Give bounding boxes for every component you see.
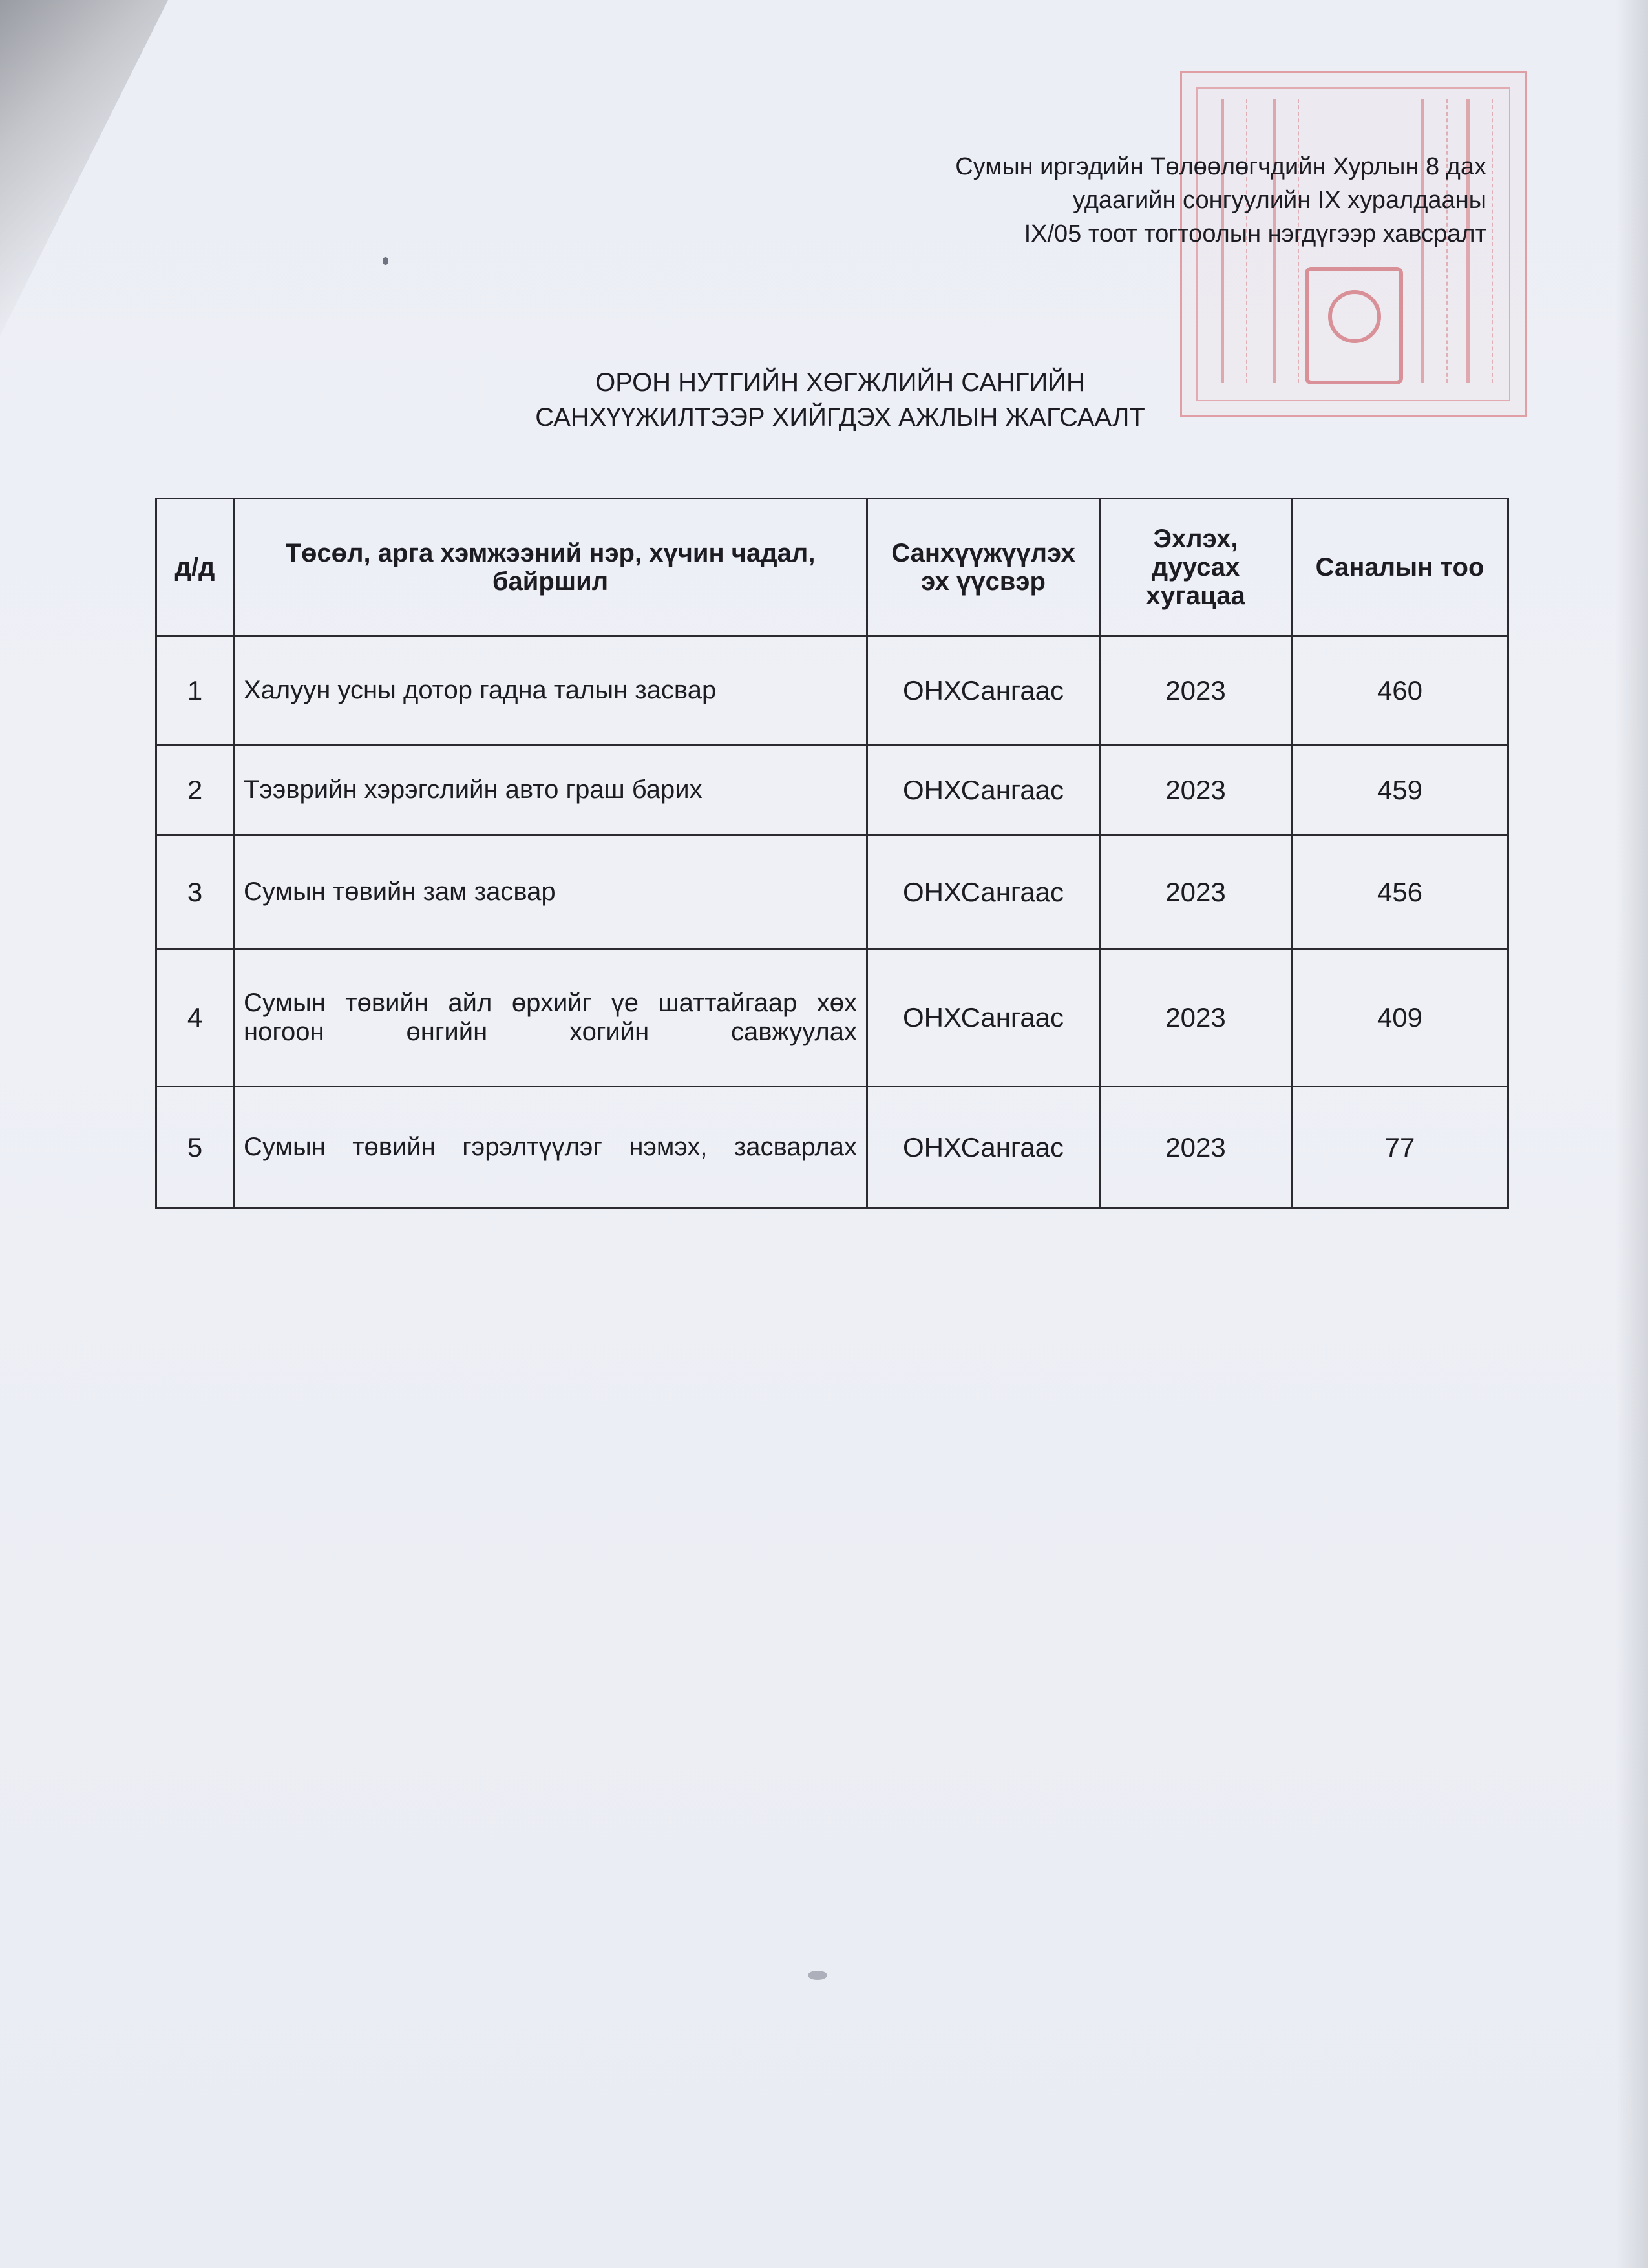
row-votes: 456 <box>1292 835 1508 949</box>
header-votes: Саналын тоо <box>1292 499 1508 636</box>
header-line: Сумын иргэдийн Төлөөлөгчдийн Хурлын 8 дах <box>955 153 1486 180</box>
row-name: Тээврийн хэрэгслийн авто граш барих <box>234 745 867 835</box>
row-votes: 460 <box>1292 636 1508 745</box>
table-header-row <box>156 499 1508 636</box>
title-line: ОРОН НУТГИЙН ХӨГЖЛИЙН САНГИЙН <box>595 368 1085 397</box>
row-votes: 77 <box>1292 1087 1508 1208</box>
page-edge-shadow <box>1616 0 1648 2268</box>
row-source: ОНХСангаас <box>867 745 1100 835</box>
row-votes: 459 <box>1292 745 1508 835</box>
header-name: Төсөл, арга хэмжээний нэр, хүчин чадал, байршил <box>234 499 867 636</box>
row-name: Халуун усны дотор гадна талын засвар <box>234 636 867 745</box>
table-row <box>156 1087 1508 1208</box>
table-row <box>156 636 1508 745</box>
row-num: 4 <box>156 949 234 1087</box>
row-source: ОНХСангаас <box>867 1087 1100 1208</box>
attachment-header <box>955 150 1486 251</box>
scan-speck <box>383 257 388 265</box>
table-row <box>156 745 1508 835</box>
row-name: Сумын төвийн айл өрхийг үе шаттайгаар хөх ногоон өнгийн хогийн савжуулах <box>234 949 867 1087</box>
row-num: 1 <box>156 636 234 745</box>
header-source: Санхүүжүүлэх эх үүсвэр <box>867 499 1100 636</box>
header-line: удаагийн сонгуулийн IX хуралдааны <box>1073 187 1486 214</box>
header-line: IX/05 тоот тогтоолын нэгдүгээр хавсралт <box>1024 220 1486 247</box>
row-num: 5 <box>156 1087 234 1208</box>
row-period: 2023 <box>1100 1087 1292 1208</box>
table-row <box>156 835 1508 949</box>
table-row <box>156 949 1508 1087</box>
row-source: ОНХСангаас <box>867 949 1100 1087</box>
header-num: д/д <box>156 499 234 636</box>
row-period: 2023 <box>1100 949 1292 1087</box>
row-name: Сумын төвийн гэрэлтүүлэг нэмэх, засварлах <box>234 1087 867 1208</box>
header-period: Эхлэх, дуусах хугацаа <box>1100 499 1292 636</box>
row-votes: 409 <box>1292 949 1508 1087</box>
row-name: Сумын төвийн зам засвар <box>234 835 867 949</box>
stamp-emblem-icon <box>1305 267 1403 384</box>
row-num: 3 <box>156 835 234 949</box>
title-line: САНХҮҮЖИЛТЭЭР ХИЙГДЭХ АЖЛЫН ЖАГСААЛТ <box>535 403 1145 432</box>
project-list-table <box>155 498 1509 1209</box>
row-period: 2023 <box>1100 636 1292 745</box>
row-num: 2 <box>156 745 234 835</box>
row-period: 2023 <box>1100 745 1292 835</box>
document-title <box>362 365 1318 435</box>
row-source: ОНХСангаас <box>867 636 1100 745</box>
folded-corner-shadow <box>0 0 168 336</box>
row-source: ОНХСангаас <box>867 835 1100 949</box>
scan-speck <box>808 1971 827 1980</box>
row-period: 2023 <box>1100 835 1292 949</box>
